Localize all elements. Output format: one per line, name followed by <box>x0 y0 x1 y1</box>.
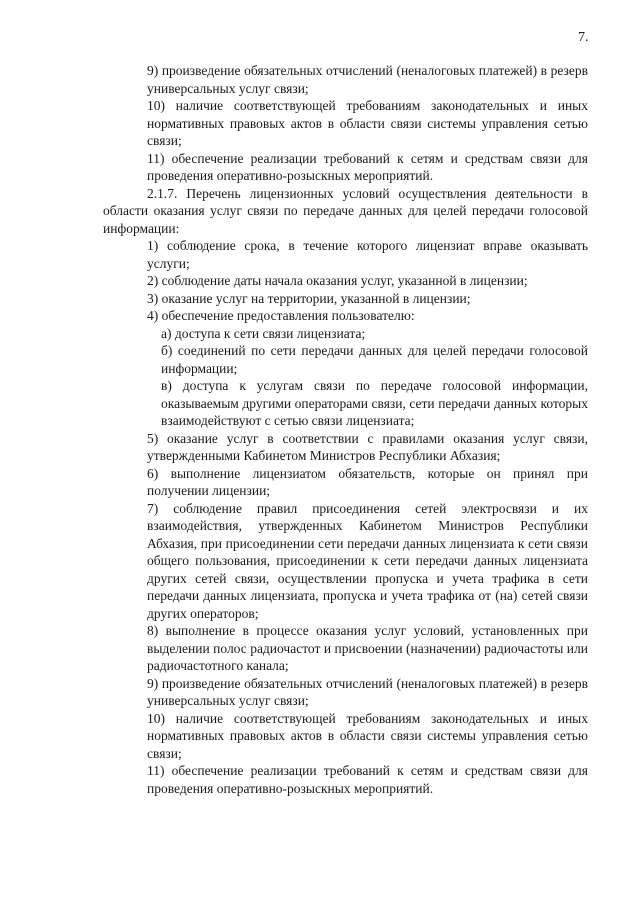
document-body <box>103 62 588 797</box>
list-item: 11) обеспечение реализации требований к сетям и средствам связи для проведения оперативно-розыскных мероприятий. <box>147 763 588 796</box>
list-item: 1) соблюдение срока, в течение которого лицензиат вправе оказывать услуги; <box>147 238 588 271</box>
list-item: 9) произведение обязательных отчислений (неналоговых платежей) в резерв универсальных услуг связи; <box>147 675 588 708</box>
sub-list-item: б) соединений по сети передачи данных для целей передачи голосовой информации; <box>161 343 588 376</box>
list-item: 3) оказание услуг на территории, указанной в лицензии; <box>147 290 471 306</box>
list-item: 7) соблюдение правил присоединения сетей электросвязи и их взаимодействия, утвержденных Кабинетом Министров Республики Абхазия, при присоединении сети передачи данных лицензиата к сети связи общего пользования, присоединении к сети передачи данных лицензиата других сетей связи, осуществлении пропуска и учета трафика в сети передачи данных лицензиата, пропуска и учета трафика от (на) сетей связи других операторов; <box>147 500 588 621</box>
list-item: 11) обеспечение реализации требований к сетям и средствам связи для проведения оперативно-розыскных мероприятий. <box>147 150 588 183</box>
list-item: 5) оказание услуг в соответствии с правилами оказания услуг связи, утвержденными Кабинетом Министров Республики Абхазия; <box>147 430 588 463</box>
list-item: 6) выполнение лицензиатом обязательств, которые он принял при получении лицензии; <box>147 465 588 498</box>
list-item: 10) наличие соответствующей требованиям законодательных и иных нормативных правовых актов в области связи системы управления сетью связи; <box>147 710 588 761</box>
sub-list-item: в) доступа к услугам связи по передаче голосовой информации, оказываемым другими операторами связи, сети передачи данных которых взаимодействуют с сетью связи лицензиата; <box>161 378 588 428</box>
list-item: 10) наличие соответствующей требованиям законодательных и иных нормативных правовых актов в области связи системы управления сетью связи; <box>147 98 588 148</box>
list-item: 2) соблюдение даты начала оказания услуг, указанной в лицензии; <box>147 273 528 288</box>
list-item: 4) обеспечение предоставления пользователю: <box>147 308 415 323</box>
page-number: 7. <box>578 30 589 45</box>
section-heading-paragraph: 2.1.7. Перечень лицензионных условий осуществления деятельности в области оказания услуг связи по передаче данных для целей передачи голосовой информации: <box>103 185 588 236</box>
list-item: 8) выполнение в процессе оказания услуг условий, установленных при выделении полос радиочастот и присвоении (назначении) радиочастоты или радиочастотного канала; <box>147 623 588 673</box>
sub-list-item: а) доступа к сети связи лицензиата; <box>161 325 366 341</box>
list-item: 9) произведение обязательных отчислений (неналоговых платежей) в резерв универсальных услуг связи; <box>147 63 588 96</box>
